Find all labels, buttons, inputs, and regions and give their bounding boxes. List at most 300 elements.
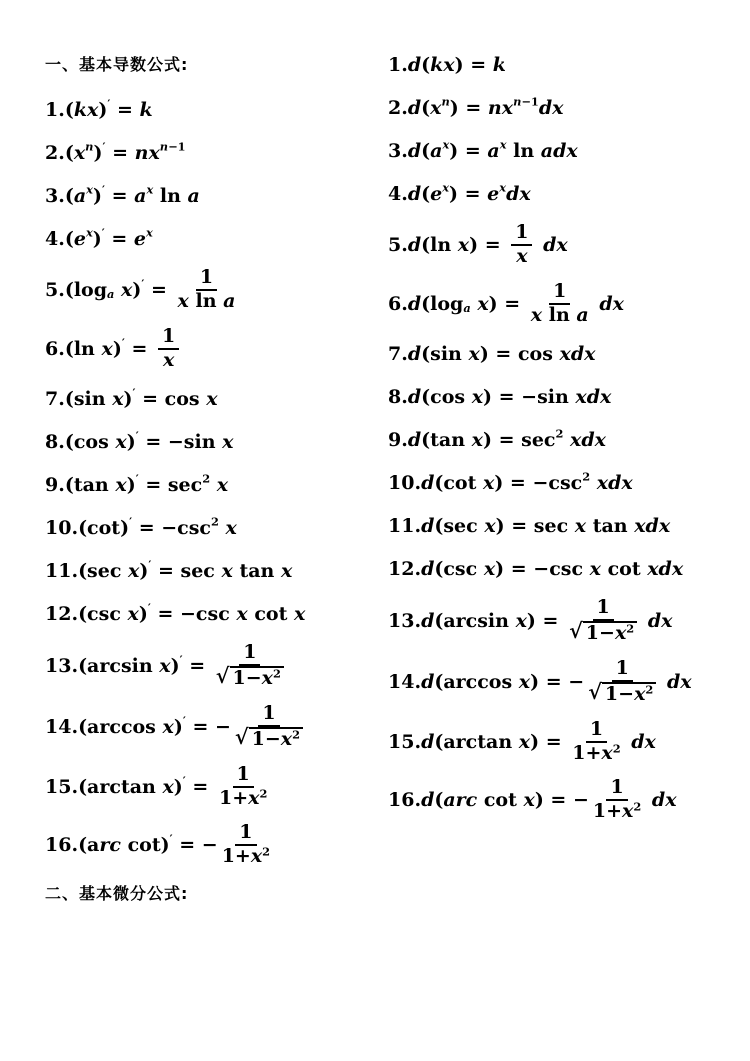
fraction-numerator bbox=[233, 764, 254, 788]
formula-row-right-15 bbox=[388, 719, 738, 765]
math-token: ) bbox=[173, 715, 183, 738]
formula-number: 9. bbox=[388, 429, 408, 452]
math-token: x bbox=[634, 682, 646, 705]
math-token: 1 bbox=[262, 702, 276, 725]
math-token: ) bbox=[139, 560, 149, 583]
math-token: cot) bbox=[120, 834, 170, 857]
math-token: x bbox=[442, 180, 450, 195]
math-token: x bbox=[248, 786, 260, 809]
formula-math bbox=[408, 281, 624, 327]
math-token: x bbox=[162, 348, 175, 371]
formula-math bbox=[64, 96, 153, 121]
math-token bbox=[219, 764, 267, 810]
math-token: n bbox=[159, 139, 169, 154]
math-token: ′ bbox=[121, 335, 125, 350]
fraction-denominator bbox=[588, 678, 656, 706]
math-token: cot bbox=[477, 789, 524, 812]
math-token: 1 bbox=[236, 762, 250, 785]
math-token: = bbox=[182, 655, 212, 678]
math-token bbox=[641, 610, 648, 632]
math-token: (log bbox=[421, 292, 464, 315]
math-token: ( bbox=[421, 54, 431, 76]
formula-row-left-9 bbox=[45, 470, 380, 500]
math-token: x bbox=[115, 431, 127, 454]
math-token: xdx bbox=[596, 472, 633, 495]
math-token: x bbox=[127, 603, 139, 626]
math-token: x bbox=[518, 670, 531, 693]
math-token: ) = bbox=[488, 292, 527, 315]
math-token: = bbox=[104, 185, 135, 207]
math-token: x bbox=[177, 289, 189, 312]
math-token: d bbox=[407, 97, 422, 119]
formula-row-right-10 bbox=[388, 468, 738, 498]
math-token: d bbox=[407, 292, 422, 315]
math-token: dx bbox=[631, 730, 656, 753]
formula-number: 9. bbox=[45, 474, 65, 497]
math-token: x bbox=[159, 655, 171, 678]
math-token: (cot bbox=[434, 472, 483, 495]
math-token: ′ bbox=[182, 773, 186, 788]
math-token: x bbox=[482, 472, 495, 495]
math-token: 1 bbox=[239, 821, 253, 844]
math-token: x bbox=[112, 388, 124, 411]
formula-math bbox=[78, 764, 271, 810]
math-token: cot bbox=[247, 603, 294, 626]
math-token: (log bbox=[64, 278, 108, 301]
math-token: (arcsin bbox=[78, 655, 160, 678]
math-token: x bbox=[457, 233, 470, 256]
math-token: x bbox=[518, 730, 531, 753]
math-token: d bbox=[407, 343, 422, 366]
math-token: nx bbox=[134, 142, 160, 164]
math-token: ) bbox=[98, 99, 108, 121]
fraction-numerator bbox=[612, 658, 633, 682]
math-token: ) = − bbox=[534, 789, 589, 812]
math-token: x bbox=[73, 142, 86, 164]
math-token bbox=[569, 618, 637, 645]
formula-row-left-7 bbox=[45, 384, 380, 414]
math-token: 1− bbox=[232, 667, 262, 690]
formula-math bbox=[421, 597, 672, 645]
formula-row-right-8 bbox=[388, 382, 738, 412]
formula-row-right-7 bbox=[388, 339, 738, 369]
formula-row-left-14 bbox=[45, 703, 380, 751]
math-token: ) = bbox=[449, 183, 488, 205]
math-token: 2 bbox=[273, 666, 281, 681]
math-token: ) = bbox=[449, 97, 488, 119]
math-token: 1 bbox=[615, 657, 629, 680]
math-token bbox=[234, 723, 303, 751]
math-token: n bbox=[513, 94, 522, 109]
math-token: tan bbox=[232, 560, 281, 583]
math-token: x bbox=[523, 789, 535, 812]
math-token bbox=[572, 719, 620, 765]
math-token: = −sin bbox=[138, 431, 223, 454]
math-token bbox=[513, 95, 539, 109]
math-token: 1+ bbox=[572, 741, 602, 764]
math-token: ) = bbox=[526, 610, 566, 633]
formula-row-right-1 bbox=[388, 50, 738, 80]
math-token: d bbox=[407, 183, 422, 205]
formula-math bbox=[65, 431, 234, 453]
math-token bbox=[86, 226, 93, 240]
formula-number: 6. bbox=[45, 337, 65, 360]
math-token: x bbox=[530, 303, 543, 326]
math-token: a bbox=[223, 289, 236, 312]
math-token: ′ bbox=[135, 472, 139, 487]
radical-sign: √ bbox=[234, 723, 249, 749]
math-token bbox=[86, 183, 93, 197]
formula-number: 2. bbox=[388, 97, 408, 119]
math-token: ) bbox=[112, 337, 122, 360]
formula-number: 4. bbox=[45, 228, 65, 250]
math-token: ′ bbox=[129, 515, 133, 530]
section-title-differentials: 二、基本微分公式: bbox=[45, 884, 189, 904]
radicand bbox=[583, 621, 637, 645]
math-token: (csc bbox=[78, 603, 128, 626]
math-token: ′ bbox=[102, 139, 106, 154]
math-token: nx bbox=[487, 97, 514, 119]
formula-math bbox=[408, 429, 606, 451]
math-token: ) = bbox=[469, 233, 508, 256]
math-token: d bbox=[407, 140, 422, 162]
math-token: e bbox=[487, 183, 500, 205]
math-token: ( bbox=[434, 789, 444, 812]
math-token: 1+ bbox=[221, 845, 251, 868]
math-token: xdx bbox=[634, 515, 671, 538]
formula-row-right-4 bbox=[388, 179, 738, 209]
fraction-numerator bbox=[258, 703, 279, 727]
fraction-denominator bbox=[215, 663, 284, 690]
formula-math bbox=[421, 472, 633, 494]
math-token: x bbox=[128, 560, 140, 583]
math-token: x bbox=[121, 278, 133, 301]
formula-row-left-15 bbox=[45, 764, 380, 810]
math-token: (sin bbox=[421, 343, 469, 366]
math-token: ) = sec bbox=[482, 429, 556, 452]
formula-row-left-5 bbox=[45, 267, 380, 313]
math-token: ) = − bbox=[530, 670, 585, 693]
math-token: k bbox=[139, 99, 153, 121]
formula-math bbox=[408, 343, 596, 365]
math-token: −1 bbox=[521, 94, 539, 109]
math-token: ) bbox=[93, 142, 103, 164]
math-token: x bbox=[516, 244, 528, 267]
math-token: x bbox=[614, 622, 627, 645]
math-token: 1− bbox=[585, 622, 615, 645]
math-token: x bbox=[162, 715, 174, 738]
formula-number: 13. bbox=[45, 655, 79, 678]
fraction-numerator bbox=[235, 822, 256, 846]
math-token: x bbox=[484, 515, 496, 538]
math-token: ln bbox=[542, 303, 577, 326]
fraction-denominator bbox=[516, 246, 527, 268]
formula-math bbox=[421, 719, 656, 765]
math-token: = bbox=[124, 337, 154, 360]
formula-row-left-4 bbox=[45, 224, 380, 254]
fraction-denominator bbox=[219, 788, 267, 810]
math-token: dx bbox=[647, 610, 673, 633]
math-token: ′ bbox=[169, 832, 173, 847]
math-token: ) = −csc bbox=[494, 472, 583, 495]
formula-number: 10. bbox=[45, 517, 79, 540]
formula-number: 7. bbox=[45, 388, 65, 411]
math-token bbox=[531, 281, 589, 327]
math-token: x bbox=[574, 515, 587, 538]
math-token: ) bbox=[170, 655, 180, 678]
formula-math bbox=[65, 267, 240, 313]
math-token bbox=[588, 658, 656, 706]
math-token: n bbox=[441, 94, 450, 109]
math-token: a bbox=[487, 140, 500, 162]
radicand bbox=[602, 682, 656, 706]
math-token: ) = bbox=[449, 140, 488, 162]
formula-math bbox=[78, 517, 237, 539]
formula-row-right-11 bbox=[388, 511, 738, 541]
math-token: (cos bbox=[64, 431, 116, 454]
formula-number: 4. bbox=[388, 183, 408, 205]
formula-math bbox=[421, 558, 683, 580]
fraction-numerator bbox=[196, 267, 217, 291]
math-token: e bbox=[73, 228, 86, 250]
math-token: a bbox=[134, 185, 147, 207]
math-token bbox=[442, 138, 449, 152]
math-token: = bbox=[105, 142, 135, 164]
math-token: x bbox=[86, 182, 93, 197]
formula-number: 16. bbox=[45, 834, 79, 857]
math-token bbox=[160, 140, 186, 154]
math-token: x bbox=[622, 800, 634, 823]
formula-number: 11. bbox=[388, 515, 422, 538]
math-token: x bbox=[280, 560, 293, 583]
math-token: 1 bbox=[515, 221, 529, 243]
math-token: dx bbox=[506, 183, 531, 205]
math-token bbox=[499, 181, 506, 195]
math-token bbox=[178, 267, 236, 313]
math-token bbox=[590, 472, 597, 494]
math-token: (sec bbox=[434, 515, 485, 538]
math-token: rc bbox=[99, 834, 121, 857]
formula-math bbox=[421, 658, 692, 706]
math-token: x bbox=[250, 845, 263, 868]
math-token: = −csc bbox=[132, 517, 211, 540]
math-token bbox=[593, 293, 600, 315]
math-token: ′ bbox=[132, 386, 136, 401]
formula-math bbox=[408, 54, 506, 76]
math-token: (sin bbox=[64, 388, 113, 411]
math-token bbox=[215, 663, 284, 690]
math-token bbox=[219, 517, 226, 539]
math-token: 1 bbox=[589, 717, 604, 740]
radical-sign: √ bbox=[588, 678, 602, 704]
math-token: d bbox=[421, 472, 435, 495]
math-token: ) bbox=[92, 185, 102, 207]
math-token: a bbox=[463, 300, 471, 315]
math-token bbox=[588, 678, 656, 706]
math-token: x bbox=[483, 558, 496, 581]
formula-row-right-12 bbox=[388, 554, 738, 584]
math-token: ) = −sin bbox=[483, 386, 576, 409]
math-token bbox=[536, 234, 543, 256]
math-token: ) = bbox=[454, 54, 493, 76]
math-token bbox=[442, 181, 449, 195]
math-token: 2 bbox=[582, 470, 591, 485]
math-token: (arctan bbox=[434, 730, 519, 753]
formula-number: 6. bbox=[388, 292, 408, 315]
math-token: = bbox=[104, 228, 134, 250]
radical-sign: √ bbox=[215, 663, 230, 689]
math-token: ( bbox=[421, 97, 431, 119]
formula-math bbox=[64, 139, 186, 164]
math-token: 1 bbox=[161, 324, 176, 347]
formula-row-right-6 bbox=[388, 281, 738, 327]
math-token: x bbox=[499, 137, 507, 152]
formula-number: 7. bbox=[388, 343, 408, 366]
math-token: x bbox=[222, 431, 234, 454]
math-token: = cos bbox=[135, 388, 207, 411]
math-token: 2 bbox=[633, 800, 642, 815]
derivatives-column bbox=[45, 52, 380, 904]
math-token: x bbox=[206, 388, 218, 411]
math-token: = −csc bbox=[150, 603, 237, 626]
formula-row-left-2 bbox=[45, 138, 380, 168]
math-token: ) bbox=[126, 431, 136, 454]
math-token: d bbox=[407, 386, 422, 409]
math-token: x bbox=[225, 517, 237, 540]
math-token: ) bbox=[173, 775, 183, 798]
math-token: (tan bbox=[421, 429, 472, 452]
math-token: dx bbox=[599, 292, 624, 315]
formula-number: 2. bbox=[45, 142, 65, 164]
formula-row-right-14 bbox=[388, 658, 738, 706]
math-token: cot bbox=[600, 558, 648, 581]
fraction-denominator bbox=[222, 846, 270, 868]
math-token: ( bbox=[64, 228, 74, 250]
formula-number: 8. bbox=[45, 431, 65, 454]
math-token: = bbox=[185, 775, 215, 798]
math-token: ) = cos bbox=[479, 343, 560, 366]
formula-row-left-3 bbox=[45, 181, 380, 211]
math-token: d bbox=[421, 610, 435, 633]
math-token: (sec bbox=[78, 560, 129, 583]
math-token: x bbox=[589, 558, 601, 581]
formula-math bbox=[407, 94, 564, 119]
math-token: 2 bbox=[612, 741, 621, 756]
math-token: xdx bbox=[559, 343, 596, 366]
formula-math bbox=[78, 603, 305, 625]
math-token: (csc bbox=[434, 558, 484, 581]
math-token: x bbox=[601, 741, 613, 764]
math-token: x bbox=[471, 429, 483, 452]
math-token: d bbox=[407, 429, 422, 452]
formula-number: 8. bbox=[388, 386, 408, 409]
math-token: kx bbox=[430, 54, 455, 76]
formula-math bbox=[407, 180, 531, 205]
math-token: ′ bbox=[107, 96, 111, 111]
math-token: x bbox=[261, 667, 273, 690]
fraction-numerator bbox=[549, 281, 570, 305]
radical-sign: √ bbox=[569, 618, 583, 644]
math-token: ) bbox=[123, 388, 133, 411]
math-token: x bbox=[221, 560, 233, 583]
math-token: x bbox=[499, 180, 507, 195]
math-token bbox=[645, 789, 652, 811]
formula-number: 14. bbox=[388, 670, 422, 693]
math-token: x bbox=[468, 343, 480, 366]
math-token: 1 bbox=[243, 641, 257, 664]
formula-number: 5. bbox=[45, 278, 65, 301]
formula-number: 14. bbox=[45, 715, 79, 738]
math-token: d bbox=[421, 515, 435, 538]
math-token: ′ bbox=[101, 225, 105, 240]
math-token: = bbox=[144, 278, 174, 301]
math-token bbox=[500, 138, 507, 152]
formula-row-left-12 bbox=[45, 599, 380, 629]
formula-math bbox=[408, 222, 568, 268]
formula-number: 1. bbox=[388, 54, 408, 76]
formula-row-right-13 bbox=[388, 597, 738, 645]
math-token: x bbox=[115, 474, 127, 497]
formula-row-left-6 bbox=[45, 326, 380, 372]
differentials-column bbox=[388, 50, 738, 836]
formula-number: 15. bbox=[388, 730, 422, 753]
formula-math bbox=[421, 777, 676, 823]
math-token: 1− bbox=[251, 727, 281, 750]
math-token: ln bbox=[506, 140, 541, 162]
fraction-denominator bbox=[531, 305, 589, 327]
fraction-denominator bbox=[572, 743, 620, 765]
math-token: x bbox=[146, 182, 154, 197]
math-token: x bbox=[442, 137, 450, 152]
math-token: = sec bbox=[138, 474, 203, 497]
math-token: x bbox=[293, 603, 306, 626]
math-token: ′ bbox=[147, 601, 151, 616]
math-token: k bbox=[492, 54, 506, 76]
math-token: (arctan bbox=[78, 775, 163, 798]
radicand bbox=[230, 666, 284, 690]
fraction-denominator bbox=[178, 291, 236, 313]
math-token bbox=[146, 183, 153, 197]
formula-row-left-11 bbox=[45, 556, 380, 586]
math-token: −1 bbox=[168, 139, 186, 154]
formula-number: 3. bbox=[388, 140, 408, 162]
math-token: ′ bbox=[179, 652, 183, 667]
math-token: (tan bbox=[64, 474, 116, 497]
formula-number: 11. bbox=[45, 560, 79, 583]
formula-number: 16. bbox=[388, 789, 422, 812]
fraction-denominator bbox=[163, 350, 174, 372]
math-token: d bbox=[421, 670, 435, 693]
math-token: x bbox=[162, 775, 174, 798]
formula-math bbox=[78, 642, 288, 690]
fraction-denominator bbox=[569, 618, 637, 645]
formula-math bbox=[64, 225, 153, 250]
math-token: xdx bbox=[570, 429, 606, 452]
math-token: ′ bbox=[101, 182, 105, 197]
math-token: xdx bbox=[575, 386, 612, 409]
math-token: x bbox=[471, 386, 484, 409]
math-token: ( bbox=[64, 185, 74, 207]
math-token bbox=[158, 326, 179, 372]
formula-number: 1. bbox=[45, 99, 65, 121]
math-token: x bbox=[477, 292, 489, 315]
math-token: a bbox=[430, 140, 443, 162]
formula-number: 15. bbox=[45, 775, 79, 798]
math-token: ) = −csc bbox=[495, 558, 590, 581]
math-token: = − bbox=[172, 834, 218, 857]
math-token: a bbox=[73, 185, 87, 207]
math-token: 2 bbox=[292, 727, 301, 742]
